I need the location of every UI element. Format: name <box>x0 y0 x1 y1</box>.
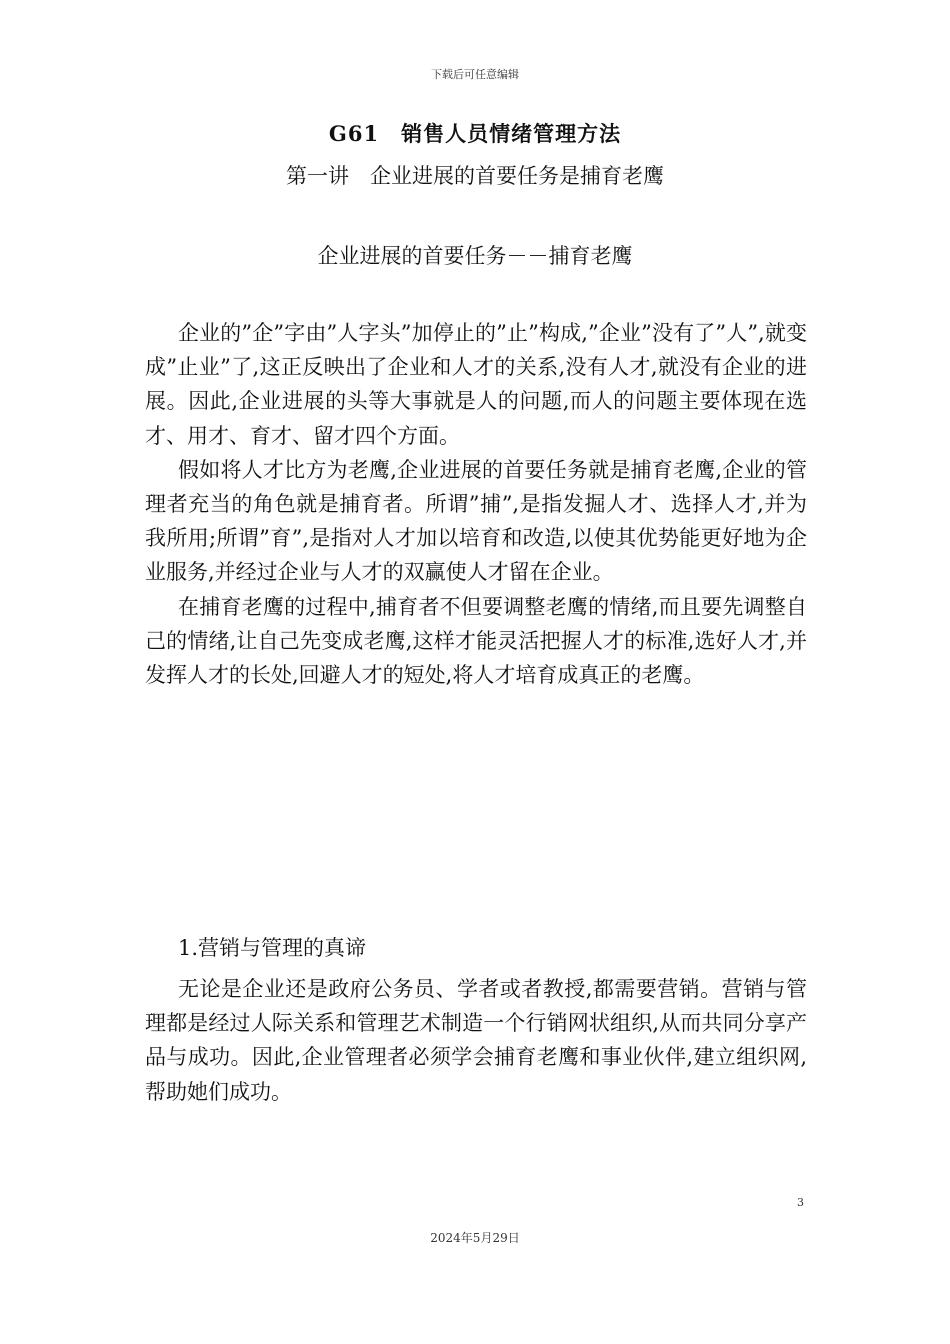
paragraph-1: 企业的”企”字由”人字头”加停止的”止”构成,”企业”没有了”人”,就变成”止业”了,这正反映出了企业和人才的关系,没有人才,就没有企业的进展。因此,企业进展的头等大事就是人的问题,而人的问题主要体现在选才、用才、育才、留才四个方面。 <box>145 321 807 448</box>
body-section-2 <box>145 972 807 1109</box>
footer-date: 2024年5月29日 <box>430 1231 520 1245</box>
section-title: 企业进展的首要任务－－捕育老鹰 <box>317 244 633 268</box>
subheading-marketing: 1.营销与管理的真谛 <box>178 936 367 960</box>
document-title: G61 销售人员情绪管理方法 <box>328 121 622 146</box>
paragraph-4: 无论是企业还是政府公务员、学者或者教授,都需要营销。营销与管理都是经过人际关系和管理艺术制造一个行销网状组织,从而共同分享产品与成功。因此,企业管理者必须学会捕育老鹰和事业伙伴,建立组织网,帮助她们成功。 <box>145 977 807 1104</box>
lecture-title: 第一讲 企业进展的首要任务是捕育老鹰 <box>286 164 664 188</box>
paragraph-3: 在捕育老鹰的过程中,捕育者不但要调整老鹰的情绪,而且要先调整自己的情绪,让自己先变成老鹰,这样才能灵活把握人才的标准,选好人才,并发挥人才的长处,回避人才的短处,将人才培育成真正的老鹰。 <box>145 594 807 688</box>
paragraph-2: 假如将人才比方为老鹰,企业进展的首要任务就是捕育老鹰,企业的管理者充当的角色就是捕育者。所谓”捕”,是指发掘人才、选择人才,并为我所用;所谓”育”,是指对人才加以培育和改造,以使其优势能更好地为企业服务,并经过企业与人才的双赢使人才留在企业。 <box>145 457 807 585</box>
page-number: 3 <box>797 1196 804 1209</box>
body-section-1 <box>145 316 807 692</box>
header-note: 下载后可任意编辑 <box>431 68 519 81</box>
